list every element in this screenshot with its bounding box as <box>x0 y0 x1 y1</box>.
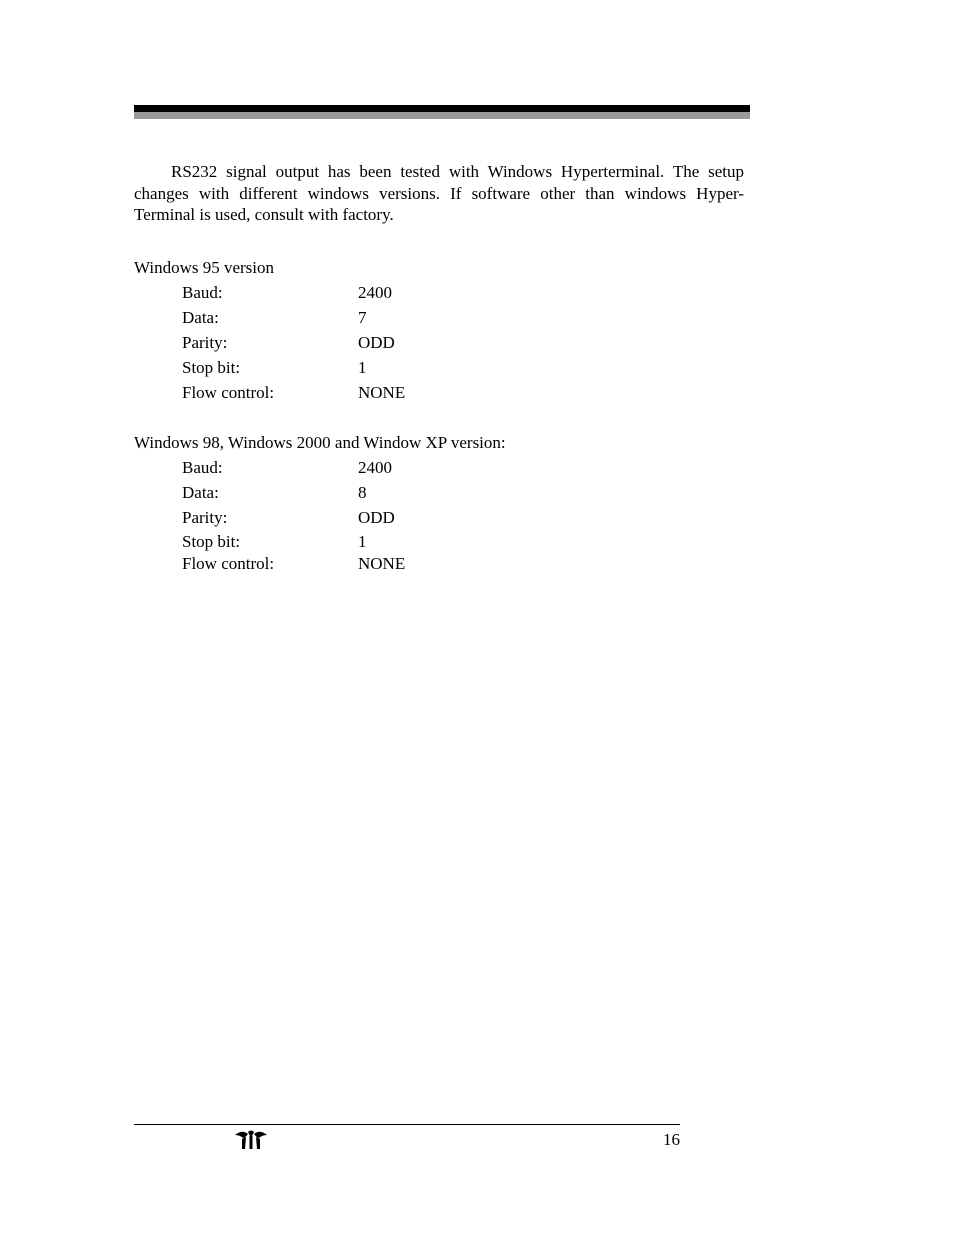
setting-value: ODD <box>358 333 395 352</box>
setting-value: 1 <box>358 532 367 551</box>
setting-value: 1 <box>358 358 367 377</box>
page-number: 16 <box>663 1130 680 1149</box>
setting-label: Stop bit: <box>182 358 241 377</box>
setting-label: Data: <box>182 308 219 327</box>
setting-value: NONE <box>358 383 406 402</box>
header-bar-gray <box>134 112 750 119</box>
win98-section-title: Windows 98, Windows 2000 and Window XP version: <box>134 433 506 452</box>
setting-label: Flow control: <box>182 554 275 573</box>
setting-label: Data: <box>182 483 219 502</box>
setting-value: 2400 <box>358 283 392 302</box>
intro-paragraph: RS232 signal output has been tested with Windows Hyperterminal. The setup changes with different windows versions. If software other than windows Hyper-Terminal is used, consult with factory. <box>134 162 744 224</box>
setting-value: NONE <box>358 554 406 573</box>
header-bar-dark <box>134 105 750 112</box>
setting-label: Parity: <box>182 508 228 527</box>
footer-rule <box>134 1124 680 1125</box>
setting-label: Stop bit: <box>182 532 241 551</box>
setting-value: 2400 <box>358 458 392 477</box>
setting-value: 8 <box>358 483 367 502</box>
teledyne-logo-icon <box>233 1129 269 1151</box>
setting-value: ODD <box>358 508 395 527</box>
setting-value: 7 <box>358 308 367 327</box>
setting-label: Flow control: <box>182 383 275 402</box>
setting-label: Baud: <box>182 283 223 302</box>
setting-label: Parity: <box>182 333 228 352</box>
setting-label: Baud: <box>182 458 223 477</box>
win95-section-title: Windows 95 version <box>134 258 275 277</box>
